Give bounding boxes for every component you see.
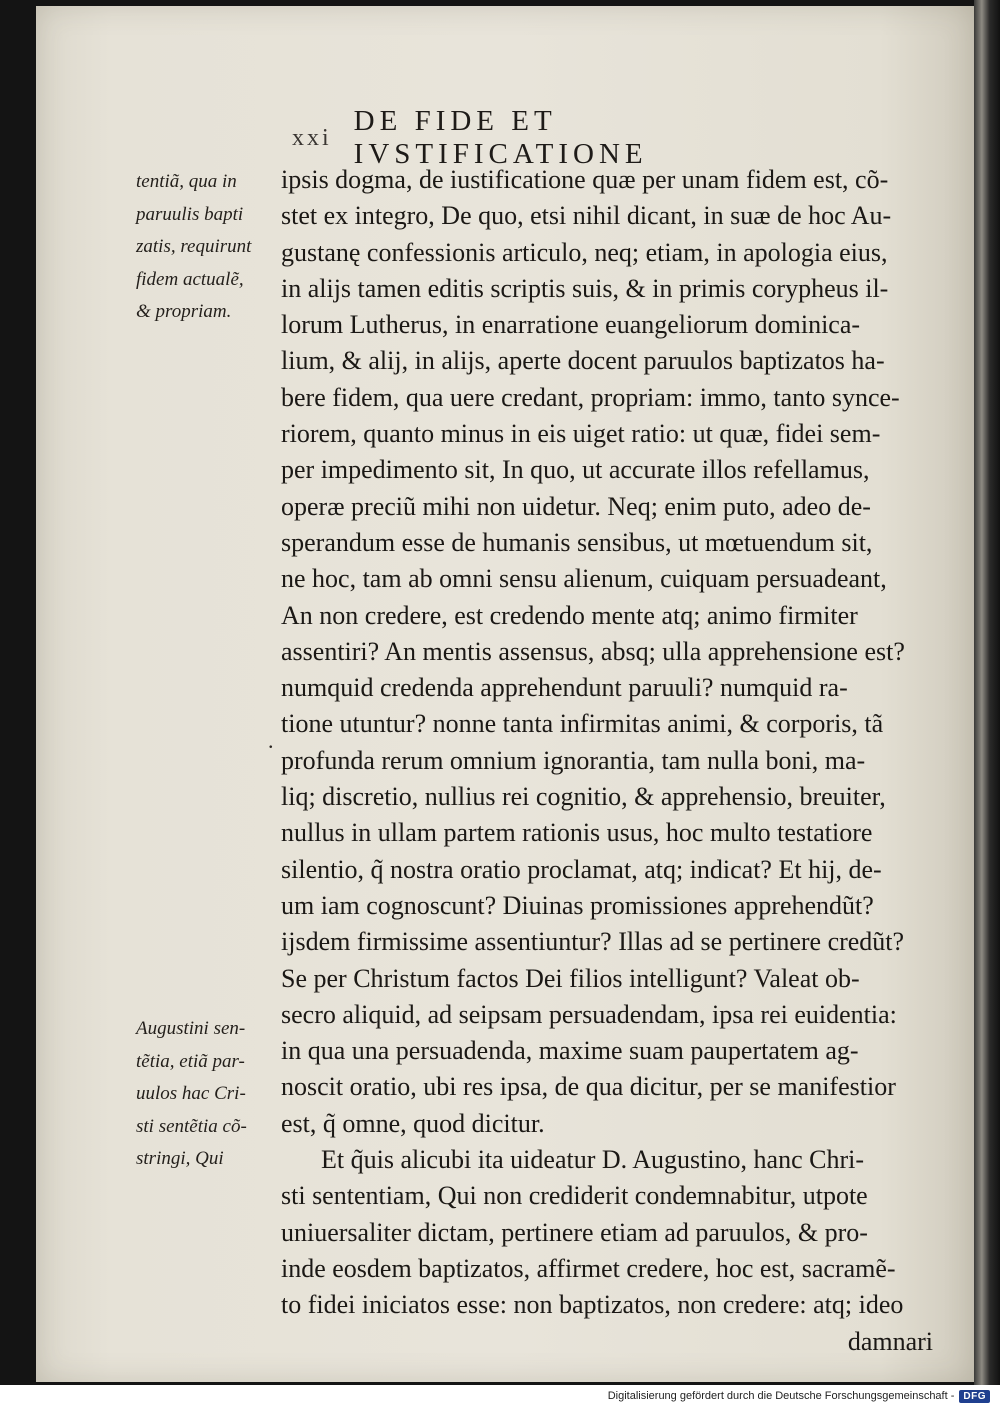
running-head — [292, 105, 852, 170]
text-line: uniuersaliter dictam, pertinere etiam ad paruulos, & pro- — [281, 1217, 868, 1247]
marginal-note-line: tentiã, qua in — [136, 171, 237, 192]
marginal-note-line: & propriam. — [136, 301, 232, 322]
page-title: DE FIDE ET IVSTIFICATIONE — [353, 105, 648, 170]
marginal-note-line: uulos hac Cri- — [136, 1083, 246, 1104]
text-line: noscit oratio, ubi res ipsa, de qua dicitur, per se manifestior — [281, 1072, 896, 1102]
marginal-note-line: sti sentẽtia cõ- — [136, 1115, 247, 1137]
dfg-logo: DFG — [959, 1390, 990, 1403]
marginal-note-line: paruulis bapti — [136, 203, 244, 225]
marginal-note-2 — [136, 1013, 276, 1176]
folio-number: xxi — [292, 124, 332, 151]
text-line: bere fidem, qua uere credant, propriam: immo, tanto synce- — [281, 382, 900, 412]
text-line: inde eosdem baptizatos, affirmet credere, hoc est, sacramẽ- — [281, 1253, 896, 1283]
catchword: damnari — [847, 1326, 933, 1356]
text-line: operæ preciũ mihi non uidetur. Neq; enim puto, adeo de- — [281, 491, 871, 521]
marginal-note-line: stringi, Qui — [136, 1148, 224, 1169]
text-line: Se per Christum factos Dei filios intelligunt? Valeat ob- — [281, 963, 860, 993]
text-line: to fidei iniciatos esse: non baptizatos, non credere: atq; ideo — [281, 1290, 904, 1320]
text-line: in alijs tamen editis scriptis suis, & in primis corypheus il- — [281, 273, 889, 303]
text-line: lium, & alij, in alijs, aperte docent paruulos baptizatos ha- — [281, 346, 885, 376]
text-line: sti sententiam, Qui non crediderit condemnabitur, utpote — [281, 1181, 868, 1211]
text-line: profunda rerum omnium ignorantia, tam nulla boni, ma- — [281, 745, 866, 775]
main-text-block — [281, 162, 941, 1360]
text-line: numquid credenda apprehendunt paruuli? numquid ra- — [281, 673, 848, 703]
text-line: ne hoc, tam ab omni sensu alienum, cuiquam persuadeant, — [281, 564, 887, 594]
text-line: ijsdem firmissime assentiuntur? Illas ad se pertinere credũt? — [281, 927, 905, 957]
text-line: um iam cognoscunt? Diuinas promissiones apprehendũt? — [281, 890, 874, 920]
text-line: ipsis dogma, de iustificatione quæ per unam fidem est, cõ- — [281, 165, 889, 194]
marginal-note-line: Augustini sen- — [136, 1018, 246, 1039]
text-line: stet ex integro, De quo, etsi nihil dicant, in suæ de hoc Au- — [281, 201, 892, 231]
text-line: gustanę confessionis articulo, neq; etiam, in apologia eius, — [281, 237, 888, 267]
text-line: lorum Lutherus, in enarratione euangeliorum dominica- — [281, 310, 861, 340]
text-line: per impedimento sit, In quo, ut accurate illos refellamus, — [281, 455, 870, 485]
text-line: tione utuntur? nonne tanta infirmitas animi, & corporis, tã — [281, 709, 884, 739]
text-line: sperandum esse de humanis sensibus, ut mœtuendum sit, — [281, 527, 873, 557]
paragraph-start-line: Et q̃uis alicubi ita uideatur D. Augustino, hanc Chri- — [321, 1145, 865, 1175]
marginal-note-1 — [136, 166, 276, 329]
text-line: assentiri? An mentis assensus, absq; ulla apprehensione est? — [281, 636, 905, 666]
text-line: in qua una persuadenda, maxime suam paupertatem ag- — [281, 1036, 859, 1066]
book-edge — [974, 0, 1000, 1385]
digitization-credit — [608, 1387, 990, 1405]
text-line: est, q̃ omne, quod dicitur. — [281, 1108, 545, 1138]
text-line: nullus in ullam partem rationis usus, hoc multo testatiore — [281, 818, 873, 848]
credit-text: Digitalisierung gefördert durch die Deutsche Forschungsgemeinschaft - — [607, 1390, 955, 1402]
ink-dot-mark: . — [268, 728, 274, 753]
text-line: An non credere, est credendo mente atq; animo firmiter — [281, 600, 858, 630]
text-line: secro aliquid, ad seipsam persuadendam, ipsa rei euidentia: — [281, 999, 897, 1029]
marginal-note-line: zatis, requirunt — [136, 236, 252, 257]
marginal-note-line: fidem actualẽ, — [136, 268, 244, 290]
marginal-note-line: tẽtia, etiã par- — [136, 1050, 245, 1072]
text-line: silentio, q̃ nostra oratio proclamat, atq; indicat? Et hij, de- — [281, 854, 882, 884]
text-line: liq; discretio, nullius rei cognitio, & apprehensio, breuiter, — [281, 782, 886, 812]
text-line: riorem, quanto minus in eis uiget ratio: ut quæ, fidei sem- — [281, 419, 881, 449]
